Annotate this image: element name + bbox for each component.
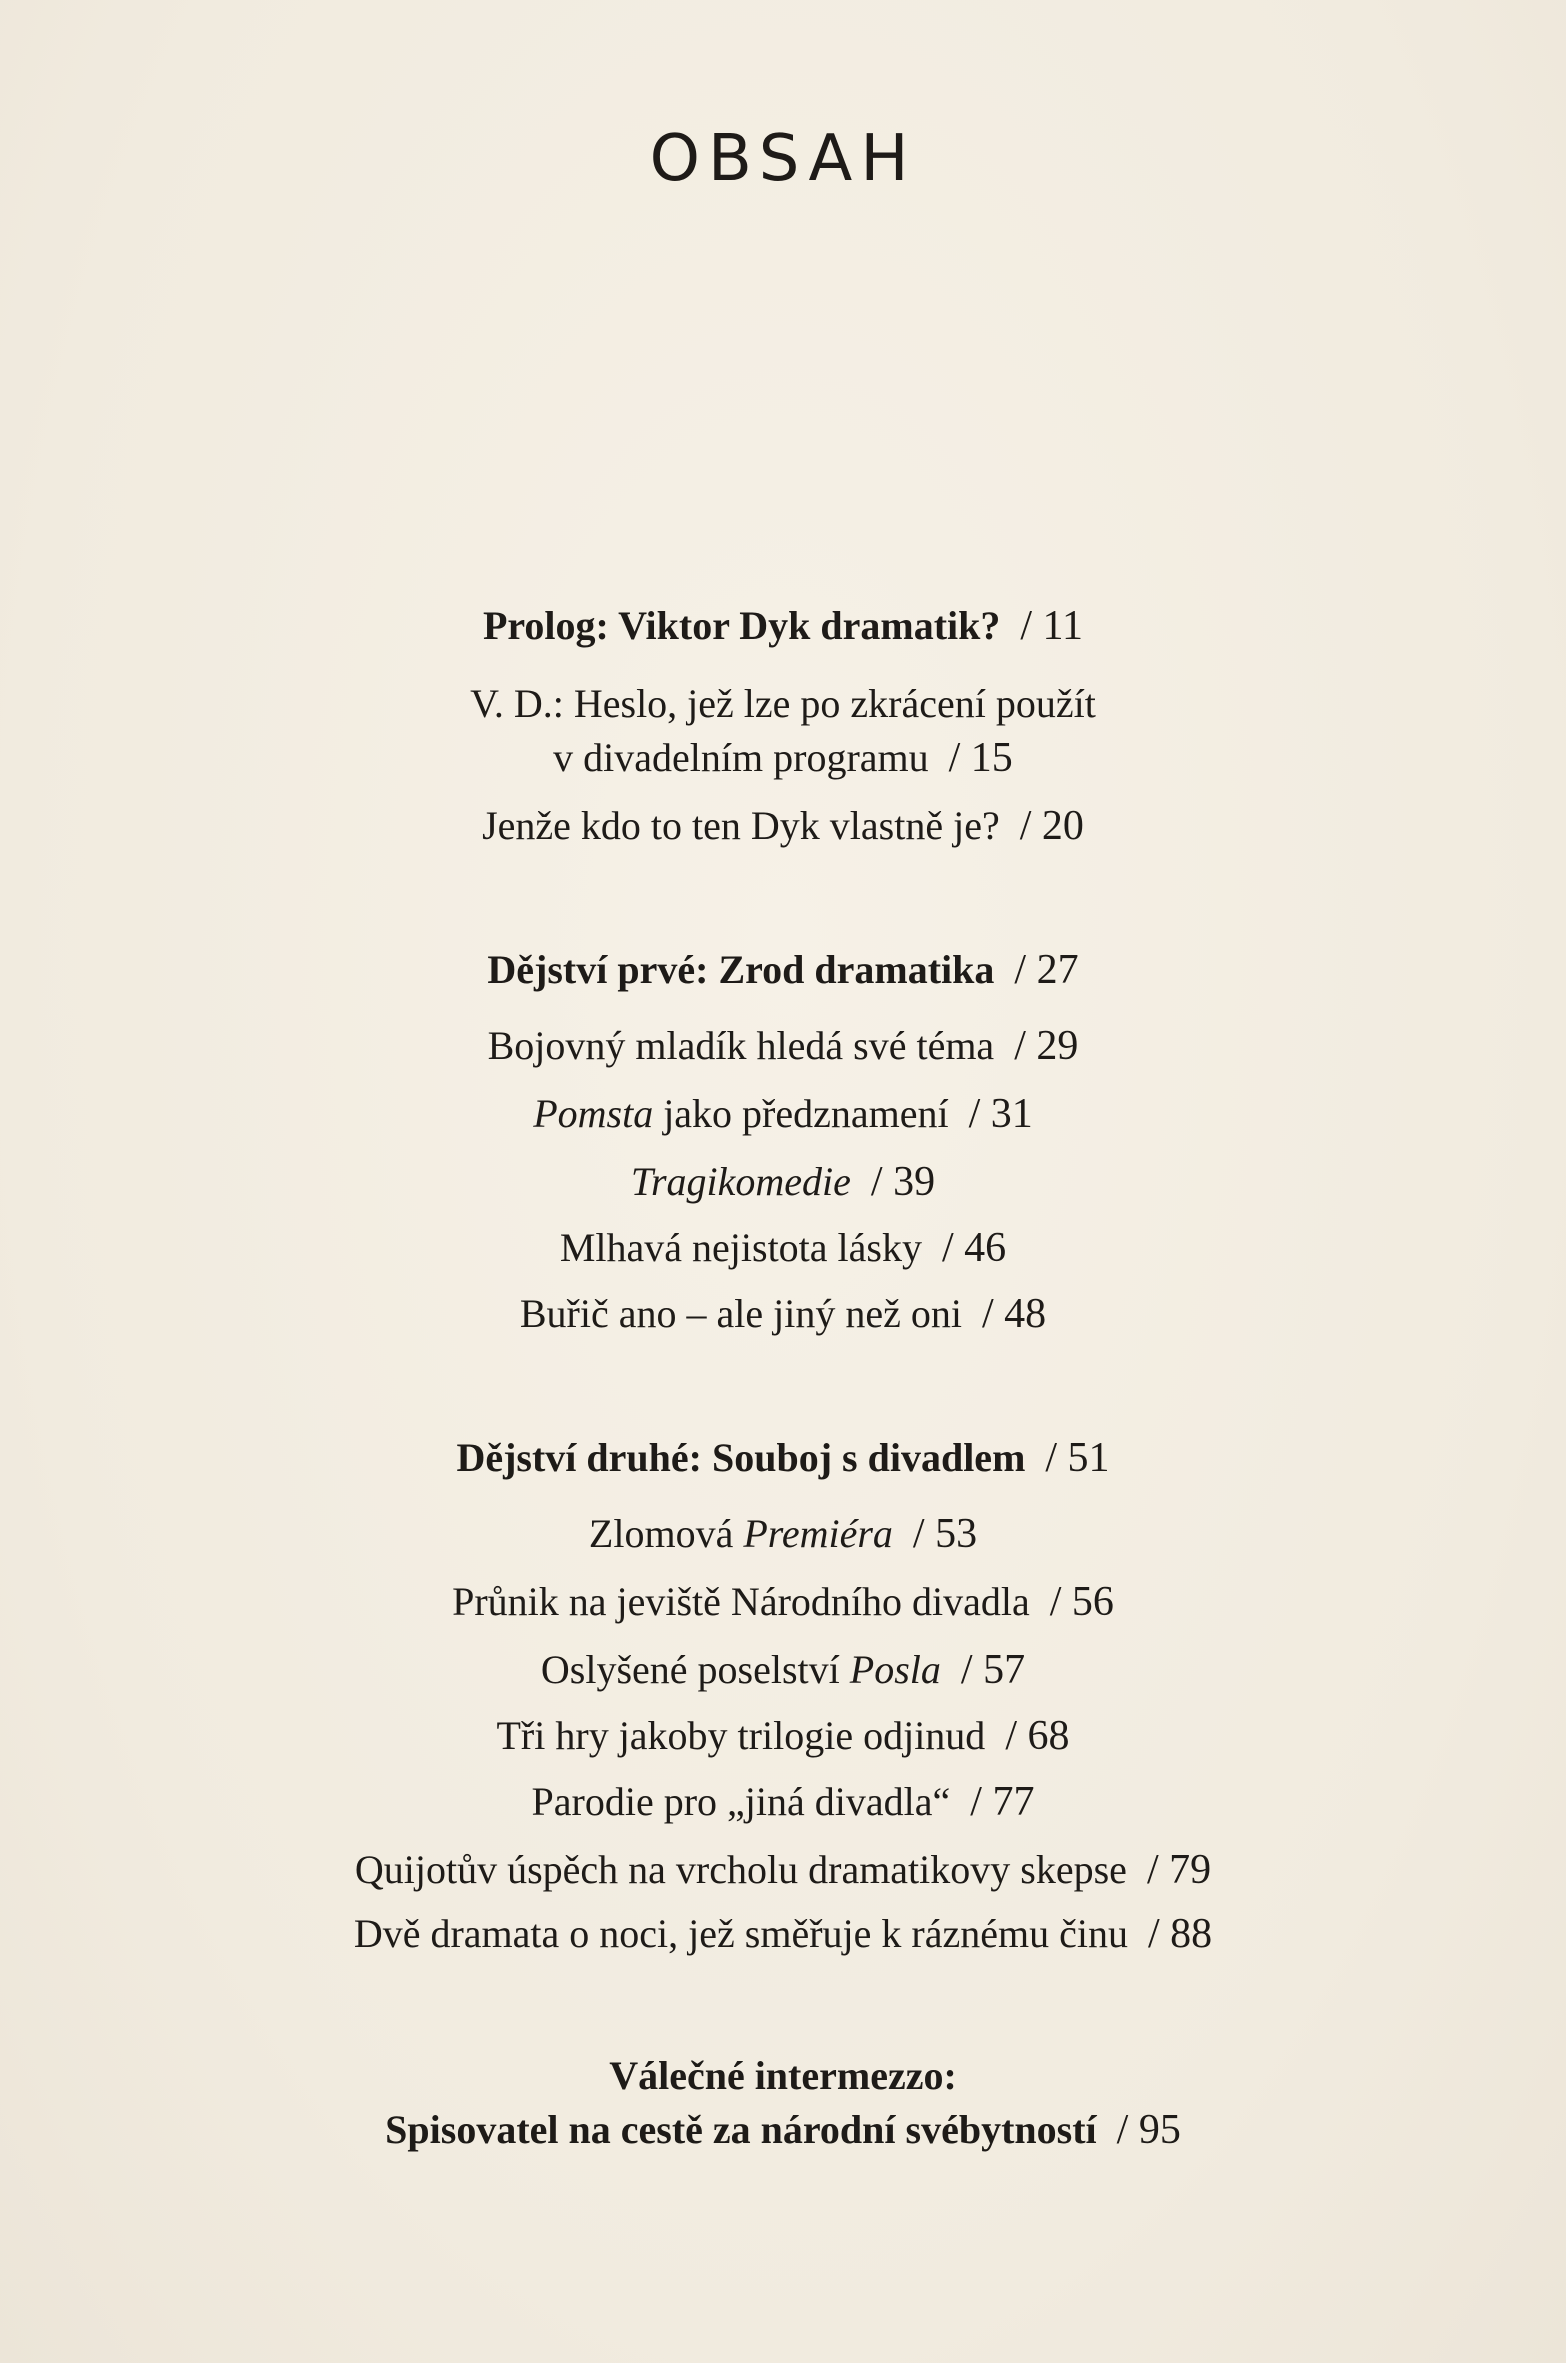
toc-section-heading	[0, 2106, 1566, 2154]
toc-entry	[0, 1910, 1566, 1958]
toc-entry	[0, 680, 1566, 728]
page-title: OBSAH	[649, 122, 917, 196]
toc-entry	[0, 1224, 1566, 1272]
toc-entry	[0, 1022, 1566, 1070]
toc-entry	[0, 1090, 1566, 1138]
toc-entry-title: Parodie pro „jiná divadla“	[531, 1779, 951, 1824]
toc-entry	[0, 1290, 1566, 1338]
toc-entry-title-italic: Tragikomedie	[630, 1159, 851, 1204]
toc-entry	[0, 1646, 1566, 1694]
toc-page-number: / 51	[1045, 1435, 1110, 1481]
toc-entry-title: Válečné intermezzo:	[609, 2053, 957, 2098]
toc-page-number: / 39	[870, 1159, 936, 1205]
toc-entry-title: V. D.: Heslo, jež lze po zkrácení použít	[470, 681, 1096, 726]
toc-page-number: / 29	[1014, 1023, 1079, 1069]
toc-entry-title: Spisovatel na cestě za národní svébytností	[385, 2107, 1097, 2152]
toc-entry-title: Průnik na jeviště Národního divadla	[452, 1579, 1030, 1624]
toc-entry-title: Tři hry jakoby trilogie odjinud	[496, 1713, 986, 1758]
toc-page-number: / 56	[1049, 1579, 1114, 1625]
toc-page-number: / 46	[941, 1225, 1007, 1271]
toc-page-number: / 57	[960, 1647, 1026, 1693]
toc-entry-title: jako předznamení	[653, 1091, 949, 1136]
toc-section-heading	[0, 946, 1566, 994]
toc-page-number: / 20	[1019, 803, 1084, 849]
toc-section-heading	[0, 602, 1566, 650]
toc-page-number: / 15	[948, 735, 1013, 781]
toc-page-number: / 11	[1020, 603, 1084, 649]
toc-entry	[0, 1778, 1566, 1826]
toc-entry-title: Quijotův úspěch na vrcholu dramatikovy skepse	[354, 1847, 1127, 1892]
toc-entry-title: Prolog: Viktor Dyk dramatik?	[482, 603, 1001, 648]
toc-entry-title: v divadelním programu	[553, 735, 929, 780]
toc-entry-title: Dvě dramata o noci, jež směřuje k ráznému činu	[353, 1911, 1128, 1956]
toc-page-number: / 31	[968, 1091, 1033, 1137]
toc-entry-title: Jenže kdo to ten Dyk vlastně je?	[482, 803, 1000, 848]
toc-entry-title: Zlomová	[588, 1511, 744, 1556]
toc-page-number: / 53	[912, 1511, 978, 1557]
toc-entry-title: Mlhavá nejistota lásky	[559, 1225, 922, 1270]
toc-entry	[0, 1712, 1566, 1760]
toc-page-number: / 27	[1014, 947, 1079, 993]
toc-page-number: / 88	[1147, 1911, 1213, 1957]
toc-entry-title: Bojovný mladík hledá své téma	[487, 1023, 995, 1068]
toc-entry	[0, 1846, 1566, 1894]
toc-entry	[0, 1578, 1566, 1626]
toc-entry-title-italic: Pomsta	[533, 1091, 654, 1136]
toc-entry	[0, 802, 1566, 850]
toc-page-number: / 95	[1116, 2107, 1181, 2153]
toc-entry-title: Oslyšené poselství	[540, 1647, 850, 1692]
toc-page-number: / 48	[981, 1291, 1047, 1337]
toc-entry	[0, 1510, 1566, 1558]
toc-entry-title-italic: Posla	[849, 1647, 941, 1692]
toc-entry	[0, 1158, 1566, 1206]
toc-entry-title-italic: Premiéra	[743, 1511, 893, 1556]
toc-entry	[0, 734, 1566, 782]
toc-section-heading	[0, 2052, 1566, 2100]
toc-page-number: / 77	[970, 1779, 1035, 1825]
toc-page-number: / 79	[1146, 1847, 1212, 1893]
toc-entry-title: Dějství prvé: Zrod dramatika	[487, 947, 995, 992]
toc-entry-title: Buřič ano – ale jiný než oni	[519, 1291, 962, 1336]
toc-entry-title: Dějství druhé: Souboj s divadlem	[456, 1435, 1026, 1480]
toc-page-number: / 68	[1005, 1713, 1070, 1759]
toc-section-heading	[0, 1434, 1566, 1482]
